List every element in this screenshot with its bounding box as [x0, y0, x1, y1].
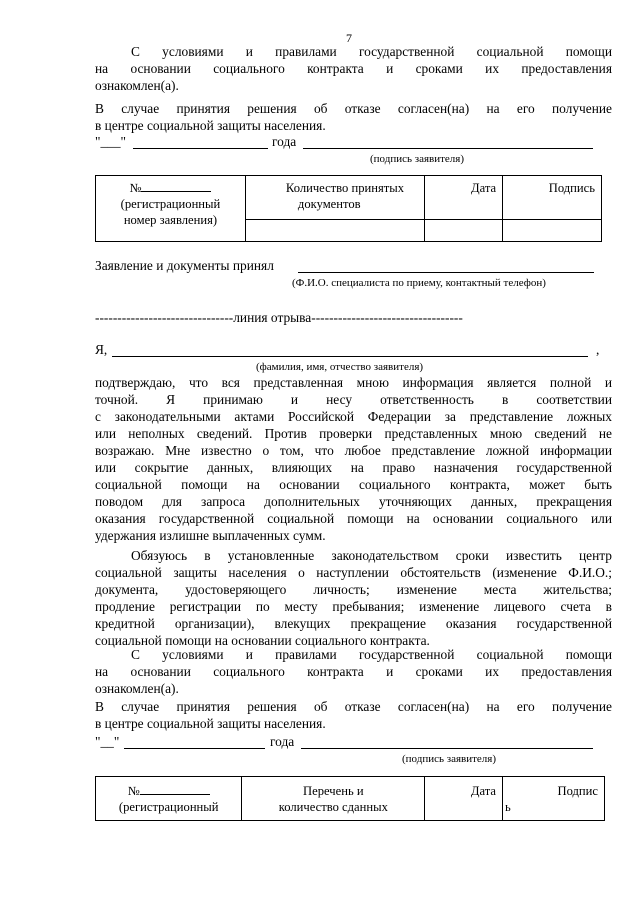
obligation-line-6: социальной помощи на основании социального контракта. [95, 633, 430, 648]
refusal-line-2: в центре социальной защиты населения. [95, 118, 326, 133]
consent2-line-1: С условиями и правилами государственной социальной помощи [131, 647, 612, 662]
declaration-line-1: подтверждаю, что вся представленная мною информация является полной и [95, 375, 612, 390]
declaration-line-4: или неполных сведений. Против проверки представленных мною сведений не [95, 426, 612, 441]
tear-line: -------------------------------линия отрыва---------------------------------- [95, 310, 463, 325]
date2-day-field: "__" [95, 734, 120, 749]
table2-regnum-line2: (регистрационный [118, 800, 219, 814]
consent-line-3: ознакомлен(а). [95, 78, 179, 93]
table2-date-label: Дата [470, 784, 496, 798]
registration-table-2 [95, 776, 605, 821]
table1-regnum-line3: номер заявления) [123, 213, 218, 227]
table1-count-cell [245, 220, 424, 242]
table2-regnum-header [96, 777, 242, 821]
date2-month-line [124, 748, 265, 749]
signature-caption: (подпись заявителя) [370, 153, 465, 165]
signature2-line [301, 748, 593, 749]
acceptance-label: Заявление и документы принял [95, 258, 274, 273]
declarant-name-caption: (фамилия, имя, отчество заявителя) [256, 361, 424, 373]
table2-list-line2: количество сданных [278, 800, 388, 814]
table1-count-header [245, 176, 424, 220]
table2-no-label: № [127, 784, 140, 798]
declaration-line-6: или сокрытие данных, влияющих на право назначения государственной [95, 460, 612, 475]
acceptance-caption: (Ф.И.О. специалиста по приему, контактный телефон) [292, 277, 546, 289]
declaration-line-2: точной. Я принимаю и несу ответственность в соответствии [95, 392, 612, 407]
table2-list-line1: Перечень и [303, 784, 364, 798]
registration-table-1 [95, 175, 602, 242]
obligation-line-3: документа, удостоверяющего личность; изменение места жительства; [95, 582, 612, 597]
table1-date-header [425, 176, 503, 220]
refusal-line-1: В случае принятия решения об отказе согласен(на) на его получение [95, 101, 612, 116]
obligation-line-5: кредитной организации), влекущих прекращение оказания государственной [95, 616, 612, 631]
obligation-line-4: продление регистрации по месту пребывания; изменение лицевого счета в [95, 599, 612, 614]
declaration-comma: , [596, 342, 600, 357]
year2-word: года [270, 734, 295, 749]
table1-date-cell [425, 220, 503, 242]
table2-list-header [242, 777, 425, 821]
obligation-line-1: Обязуюсь в установленные законодательством сроки известить центр [131, 548, 612, 563]
declaration-line-3: с законодательными актами Российской Федерации за представление ложных [95, 409, 612, 424]
table1-regnum-line2: (регистрационный [120, 197, 221, 211]
table2-sign-line2: ь [504, 800, 511, 814]
table1-no-label: № [129, 181, 142, 195]
table1-regnum-header [96, 176, 246, 242]
table1-date-label: Дата [471, 181, 497, 195]
table2-sign-header [502, 777, 604, 821]
consent-line-2: на основании социального контракта и сроками их предоставления [95, 61, 612, 76]
page-number: 7 [346, 31, 352, 45]
date-day-field: "___" [95, 134, 127, 149]
declaration-line-7: социальной помощи на основании социального контракта, может быть [95, 477, 612, 492]
table1-sign-header [503, 176, 602, 220]
date-month-line [133, 148, 268, 149]
table1-sign-label: Подпись [548, 181, 595, 195]
consent2-line-3: ознакомлен(а). [95, 681, 179, 696]
table1-count-line1: Количество принятых [285, 181, 405, 195]
consent-line-1: С условиями и правилами государственной социальной помощи [131, 44, 612, 59]
refusal2-line-2: в центре социальной защиты населения. [95, 716, 326, 731]
acceptance-line [298, 272, 594, 273]
refusal2-line-1: В случае принятия решения об отказе согласен(на) на его получение [95, 699, 612, 714]
declaration-line-9: оказания государственной социальной помощи на основании социального или [95, 511, 612, 526]
table2-sign-line1: Подпис [557, 784, 598, 798]
declaration-line-5: возражаю. Мне известно о том, что любое представление ложной информации [95, 443, 612, 458]
signature2-caption: (подпись заявителя) [402, 753, 497, 765]
declarant-name-line [112, 356, 588, 357]
declaration-ya: Я, [95, 342, 108, 357]
table1-count-line2: документов [297, 197, 361, 211]
year-word: года [272, 134, 297, 149]
declaration-line-10: удержания излишне выплаченных сумм. [95, 528, 326, 543]
table1-sign-cell [503, 220, 602, 242]
declaration-line-8: поводом для запроса дополнительных уточняющих данных, прекращения [95, 494, 612, 509]
signature-line [303, 148, 593, 149]
table2-date-header [425, 777, 503, 821]
obligation-line-2: социальной защиты населения о наступлении обстоятельств (изменение Ф.И.О.; [95, 565, 612, 580]
consent2-line-2: на основании социального контракта и сроками их предоставления [95, 664, 612, 679]
